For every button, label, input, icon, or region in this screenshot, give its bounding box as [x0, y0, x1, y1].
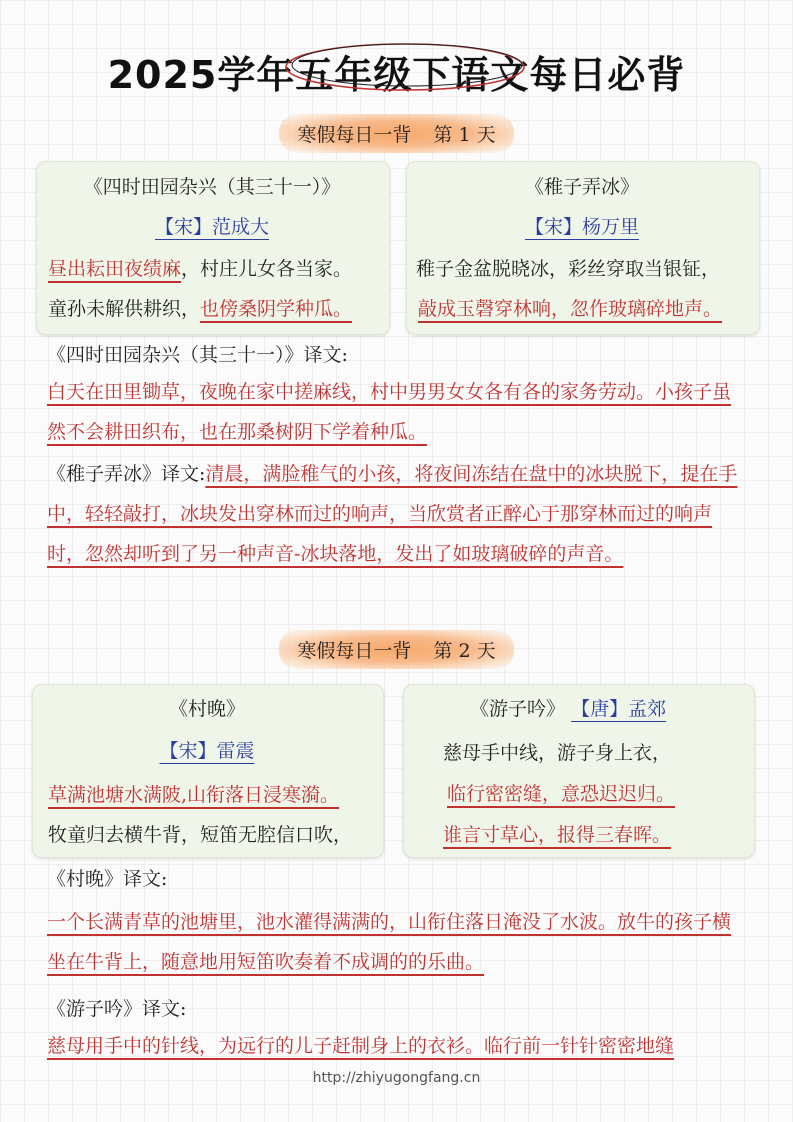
translation-text: 慈母用手中的针线，为远行的儿子赶制身上的衣衫。临行前一针针密密地缝	[47, 1035, 675, 1057]
poem-line: 稚子金盆脱晓冰，彩丝穿取当银钲，	[416, 258, 721, 280]
poem-title: 《稚子弄冰》	[524, 176, 639, 198]
translation-block	[47, 454, 747, 574]
poem-author: 【唐】孟郊	[571, 698, 667, 720]
poem-line: 草满池塘水满陂,山衔落日浸寒漪。	[48, 784, 340, 806]
day2-banner-label: 寒假每日一背 第 2 天	[279, 630, 513, 669]
poem-line: 敲成玉磬穿林响，忽作玻璃碎地声。	[418, 298, 723, 320]
translation-label: 《游子吟》译文:	[47, 998, 187, 1020]
day1-banner-label: 寒假每日一背 第 1 天	[279, 114, 513, 153]
poem-line: 慈母手中线，游子身上衣，	[443, 742, 672, 764]
poem-line: 临行密密缝，意恐迟迟归。	[447, 783, 676, 805]
poem-title: 《四时田园杂兴（其三十一）》	[83, 176, 341, 198]
translation-label: 《稚子弄冰》译文:	[47, 463, 206, 485]
poem-author: 【宋】范成大	[154, 216, 269, 238]
poem-author: 【宋】雷震	[159, 740, 255, 762]
title-circle-decoration	[282, 40, 528, 94]
poem-line: 牧童归去横牛背，短笛无腔信口吹，	[48, 824, 353, 846]
poem-line: 童孙未解供耕织，也傍桑阴学种瓜。	[48, 298, 353, 320]
footer-url: http://zhiyugongfang.cn	[312, 1070, 481, 1086]
poem-line: 谁言寸草心，报得三春晖。	[443, 824, 672, 846]
translation-text: 白天在田里锄草，夜晚在家中搓麻线，村中男男女女各有各的家务劳动。小孩子虽然不会耕田织布，也在那桑树阴下学着种瓜。	[47, 381, 732, 443]
translation-text: 清晨，满脸稚气的小孩，将夜间冻结在盘中的冰块脱下，提在手中，轻轻敲打，冰块发出穿林而过的响声，当欣赏者正醉心于那穿林而过的响声时，忽然却听到了另一种声音-冰块落地，发出了如玻璃破碎的声音。	[47, 463, 738, 565]
poem-line: 昼出耘田夜绩麻，村庄儿女各当家。	[48, 258, 353, 280]
poem-author: 【宋】杨万里	[524, 216, 639, 238]
poem-title: 《游子吟》 【唐】孟郊	[470, 698, 667, 720]
translation-text: 一个长满青草的池塘里，池水灌得满满的，山衔住落日淹没了水波。放牛的孩子横坐在牛背上，随意地用短笛吹奏着不成调的的乐曲。	[47, 911, 732, 973]
page-title: 2025学年五年级下语文每日必背	[107, 53, 686, 97]
poem-title: 《村晚》	[168, 698, 245, 720]
day1-banner	[0, 114, 793, 153]
translation-label: 《村晚》译文:	[47, 868, 168, 890]
translation-label: 《四时田园杂兴（其三十一）》译文:	[47, 344, 348, 366]
day2-banner	[0, 630, 793, 669]
